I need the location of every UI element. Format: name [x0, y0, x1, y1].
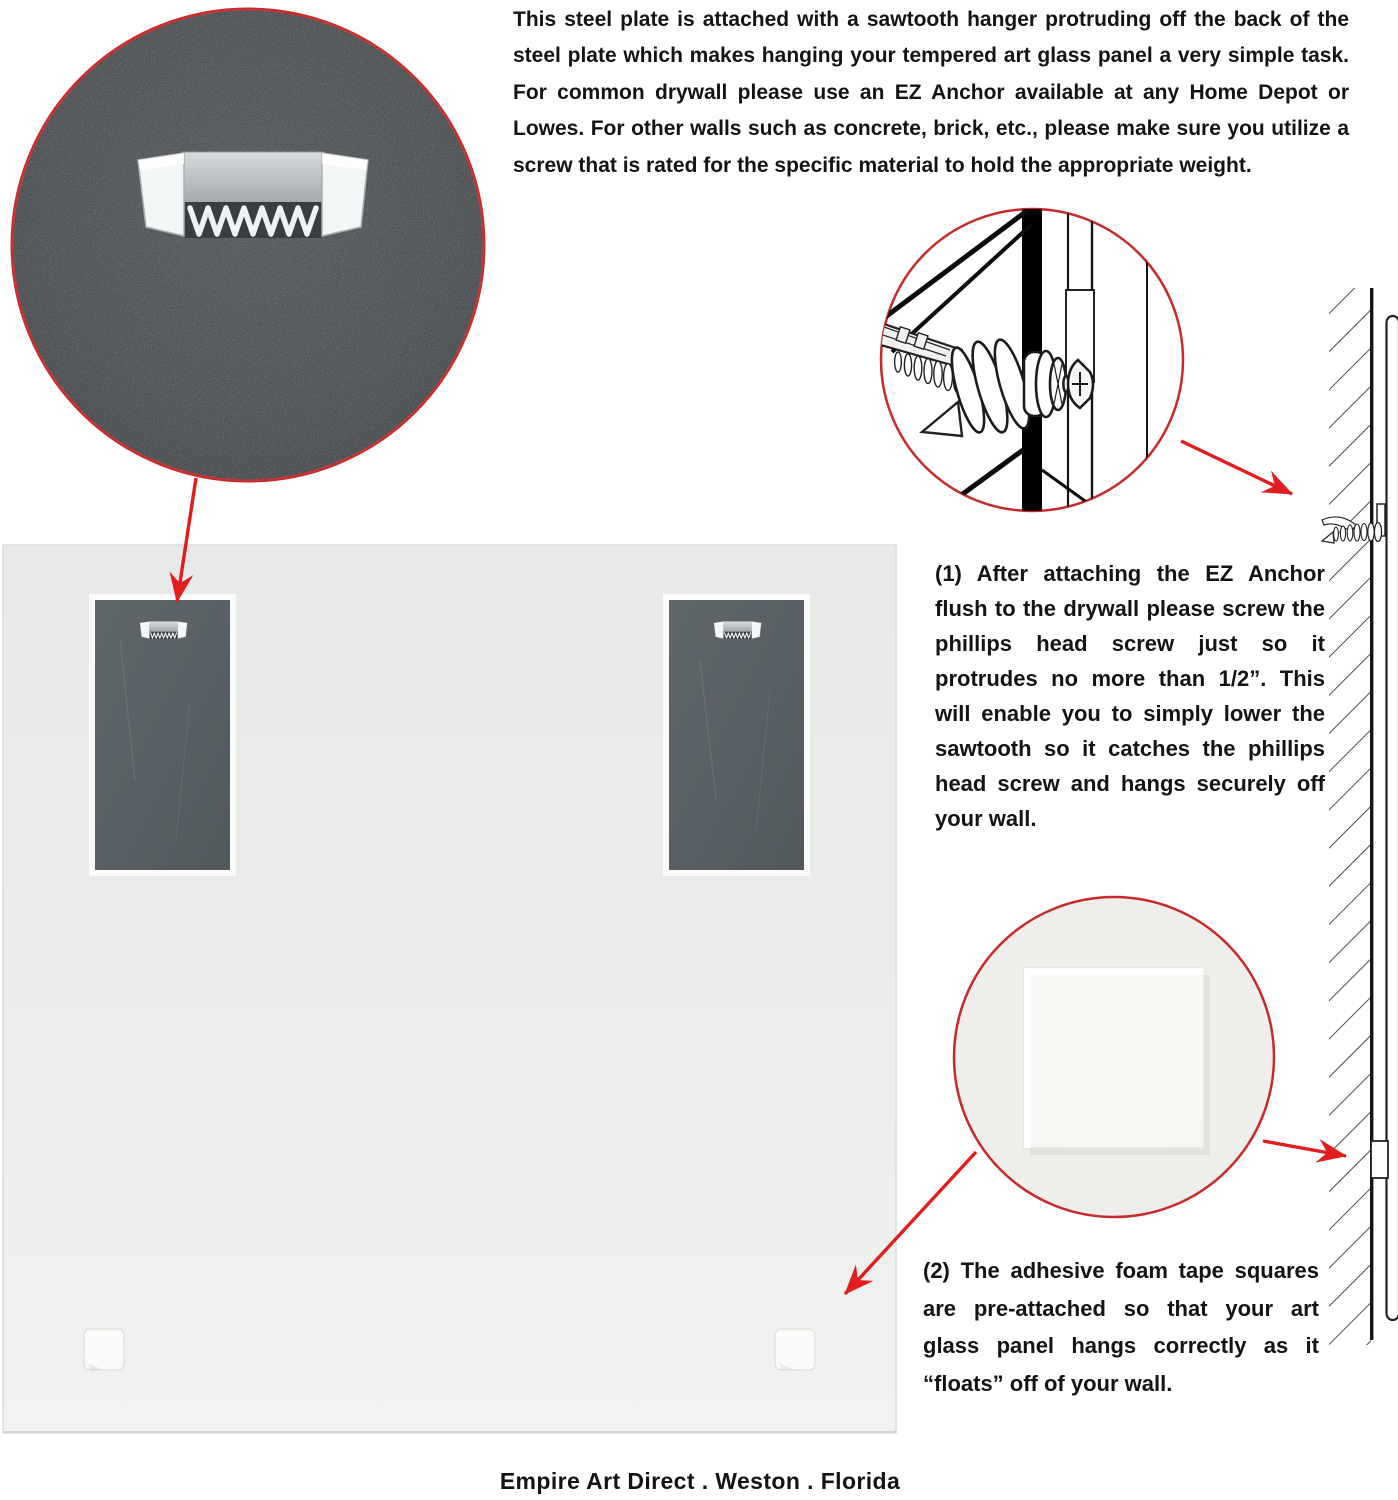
foam-pad-left	[84, 1329, 124, 1370]
adhesive-foam-tape-closeup	[1024, 968, 1210, 1155]
drywall-hatching	[1329, 288, 1371, 1345]
sawtooth-hanger-icon	[140, 621, 187, 639]
step-2-instructions: (2) The adhesive foam tape squares are pre-attached so that your art glass panel hangs correctly as it “floats” off of your wall.	[923, 1258, 1319, 1396]
brand-footer: Empire Art Direct . Weston . Florida	[499, 1468, 901, 1494]
wall-side-view	[1322, 288, 1398, 1345]
wall-cross-section-line	[1370, 288, 1373, 1340]
glass-panel-back	[3, 545, 896, 1433]
steel-plate-right	[666, 597, 807, 873]
sawtooth-hanger-icon	[714, 621, 761, 639]
steel-plate-left	[92, 597, 233, 873]
sawtooth-hanger-closeup	[138, 152, 368, 238]
foam-pad-right	[775, 1329, 815, 1370]
red-arrow-to-wall-anchor	[1181, 441, 1292, 494]
foam-tape-side-view	[1371, 1141, 1388, 1178]
ez-anchor-inset	[866, 205, 1183, 515]
foam-tape-inset	[954, 897, 1274, 1217]
intro-paragraph: This steel plate is attached with a sawtooth hanger protruding off the back of the steel plate which makes hanging your tempered art glass panel a very simple task. For common drywall please use an EZ Anchor available at any Home Depot or Lowes. For other walls such as concrete, brick, etc., please make sure you utilize a screw that is rated for the specific material to hold the appropriate weight.	[513, 8, 1349, 177]
step-1-instructions: (1) After attaching the EZ Anchor flush to the drywall please screw the phillips head screw just so it protrudes no more than 1/2”. This will enable you to simply lower the sawtooth so it catches the phillips head screw and hangs securely off your wall.	[935, 561, 1325, 831]
sawtooth-hanger-inset	[12, 9, 484, 481]
